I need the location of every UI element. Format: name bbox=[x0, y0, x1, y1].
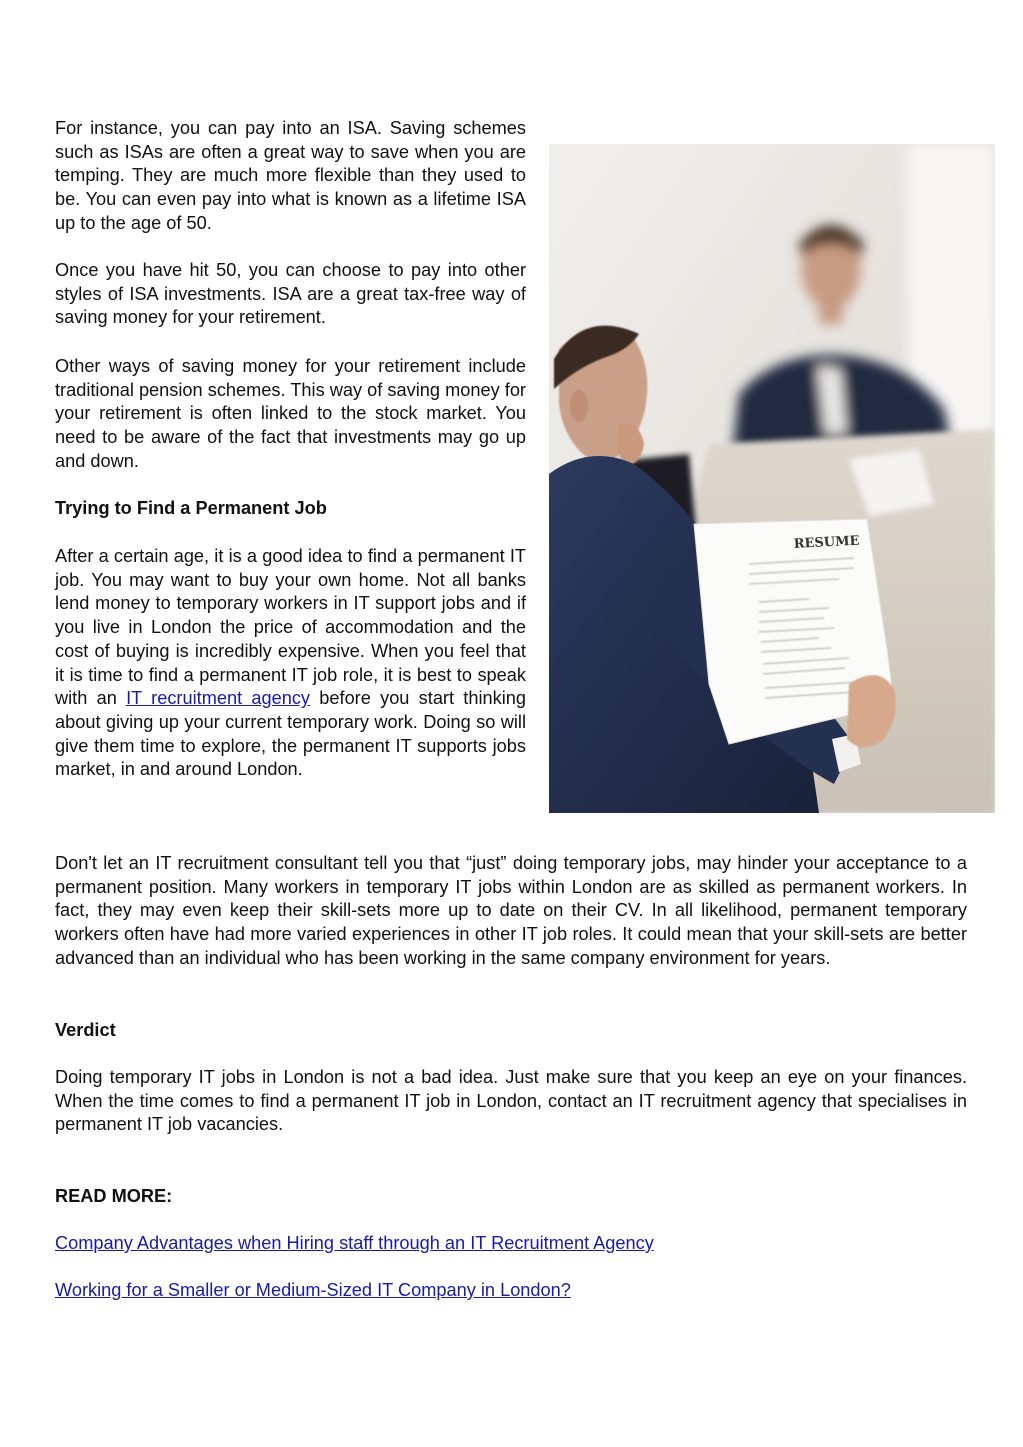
read-more-link-company-advantages[interactable]: Company Advantages when Hiring staff through an IT Recruitment Agency bbox=[55, 1233, 654, 1253]
heading-verdict: Verdict bbox=[55, 1020, 116, 1040]
heading-read-more: READ MORE: bbox=[55, 1186, 173, 1206]
read-more-link-smaller-company[interactable]: Working for a Smaller or Medium-Sized IT Company in London? bbox=[55, 1280, 571, 1300]
paragraph-consultant: Don't let an IT recruitment consultant tell you that “just” doing temporary jobs, may hinder your acceptance to a permanent position. Many workers in temporary IT jobs within London are as skilled as permanent workers. In fact, they may even keep their skill-sets more up to date on their CV. In all likelihood, permanent temporary workers often have had more varied experiences in other IT job roles. It could mean that your skill-sets are better advanced than an individual who has been working in the same company environment for years. bbox=[55, 853, 967, 968]
paragraph-permanent-text-before: After a certain age, it is a good idea to find a permanent IT job. You may want to buy your own home. Not all banks lend money to temporary workers in IT support jobs and if you live in London the price of accommodation and the cost of buying is incredibly expensive. When you feel that it is time to find a permanent IT job role, it is best to speak with an bbox=[55, 546, 526, 709]
paragraph-permanent-job bbox=[55, 545, 526, 782]
it-recruitment-agency-link[interactable]: IT recruitment agency bbox=[126, 688, 311, 709]
paragraph-pension: Other ways of saving money for your retirement include traditional pension schemes. This way of saving money for your retirement is often linked to the stock market. You need to be aware of the fact that investments may go up and down. bbox=[55, 356, 526, 471]
paragraph-verdict: Doing temporary IT jobs in London is not a bad idea. Just make sure that you keep an eye on your finances. When the time comes to find a permanent IT job in London, contact an IT recruitment agency that specialises in permanent IT job vacancies. bbox=[55, 1067, 967, 1135]
resume-label: RESUME bbox=[793, 533, 860, 552]
paragraph-isa-intro: For instance, you can pay into an ISA. Saving schemes such as ISAs are often a great way to save when you are temping. They are much more flexible than they used to be. You can even pay into what is known as a lifetime ISA up to the age of 50. bbox=[55, 118, 526, 233]
paragraph-permanent-text-after: before you start thinking about giving up your current temporary work. Doing so will give them time to explore, the permanent IT supports jobs market, in and around London. bbox=[55, 688, 526, 780]
paragraph-isa-50: Once you have hit 50, you can choose to pay into other styles of ISA investments. ISA are a great tax-free way of saving money for your retirement. bbox=[55, 260, 526, 328]
interview-photo-illustration bbox=[549, 144, 995, 813]
interview-photo bbox=[549, 144, 995, 813]
heading-permanent-job: Trying to Find a Permanent Job bbox=[55, 498, 327, 518]
